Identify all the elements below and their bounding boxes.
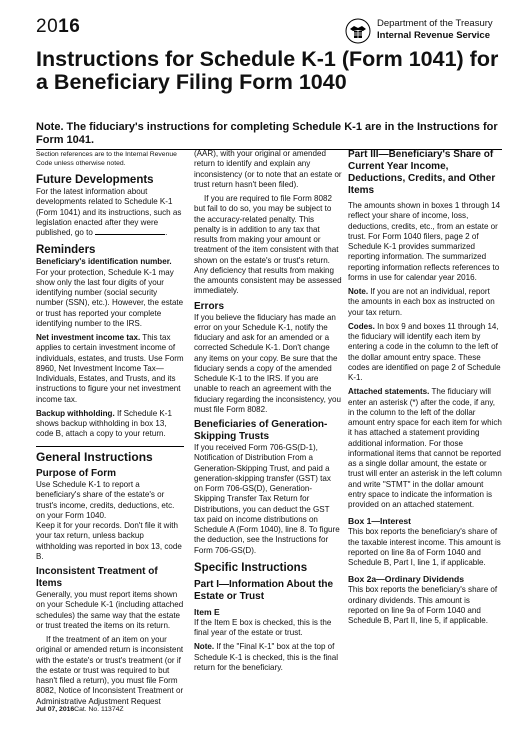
- inconsistent-text-2: If the treatment of an item on your original or amended return is inconsistent with the estate's or trust's treatment (or if the estate or trust was required to but hasn't filed a return), you must file Form 8082, Notice of Inconsistent Treatment or Administrative Adjustment Request: [36, 635, 184, 706]
- attached-statements-paragraph: Attached statements. The fiduciary will enter an asterisk (*) after the code, if any, in the column to the left of the dollar amount entry space for each item for which it has attached a statement providing additional information. For those informational items that cannot be reported as a single dollar amount, the estate or trust will enter an asterisk in the left column and write "STMT" in the dollar amount entry space to indicate the information is provided on an attached statement.: [348, 387, 502, 509]
- agency-block: [345, 18, 505, 44]
- beneficiary-id-paragraph: Beneficiary's identification number. For your protection, Schedule K-1 may show only the last four digits of your identifying number (social security number (SSN), etc.). However, the estate or trust has reported your complete identifying number to the IRS.: [36, 257, 184, 328]
- purpose-text-1: Use Schedule K-1 to report a beneficiary's share of the estate's or trust's income, credits, deductions, etc. on your Form 1040.: [36, 480, 175, 520]
- penalty-text: If you are required to file Form 8082 but fail to do so, you may be subject to the accuracy-related penalty. This penalty is in addition to any tax that results from making your amount or treatment of the item consistent with that shown on the estate's or trust's return. Any deficiency that results from making the amounts consistent may be assessed immediately.: [194, 194, 342, 296]
- general-instructions-heading: General Instructions: [36, 446, 184, 465]
- document-title: Instructions for Schedule K-1 (Form 1041) for a Beneficiary Filing Form 1040: [36, 47, 499, 94]
- agency-line1: Department of the Treasury: [377, 18, 493, 29]
- errors-text: If you believe the fiduciary has made an error on your Schedule K-1, notify the fiduciary and ask for an amended or a corrected Schedule K-1. Don't change any items on your copy. Be sure that the fiduciary sends a copy of the amended Schedule K-1 to the IRS. If you are unable to reach an agreement with the fiduciary regarding the inconsistency, you must file Form 8082.: [194, 312, 342, 414]
- not-individual-note: Note. If you are not an individual, report the amounts in each box as instructed on your tax return.: [348, 287, 495, 317]
- box1-text: This box reports the beneficiary's share of the taxable interest income. This amount is reported on line 8a of Form 1040 and Schedule B, Part I, line 1, if applicable.: [348, 527, 501, 567]
- inconsistent-heading: Inconsistent Treatment of Items: [36, 566, 158, 590]
- year-suffix: 16: [58, 16, 81, 37]
- errors-heading: Errors: [194, 300, 225, 312]
- agency-line2: Internal Revenue Service: [377, 30, 490, 41]
- future-developments-heading: Future Developments: [36, 174, 154, 187]
- codes-paragraph: Codes. In box 9 and boxes 11 through 14, the fiduciary will identify each item by entering a code in the column to the left of the dollar amount entry space. These codes are identified on page 2 of Schedule K-1.: [348, 321, 501, 382]
- column-3: [348, 149, 502, 626]
- page-footer: [36, 706, 124, 713]
- item-e-heading: Item E: [194, 606, 220, 617]
- column-1: [36, 149, 184, 707]
- irs-link[interactable]: [95, 234, 165, 235]
- part3-text: The amounts shown in boxes 1 through 14 reflect your share of income, loss, deductions, credits, etc., from an estate or trust. For Form 1040 filers, page 2 of Schedule K-1 provides summarized reporting information. The summarized reporting information reflects references to forms in use for calendar year 2016.: [348, 201, 501, 282]
- gst-heading: Beneficiaries of Generation-Skipping Trusts: [194, 419, 328, 442]
- final-k1-note: Note. If the "Final K-1" box at the top of Schedule K-1 is checked, this is the final return for the beneficiary.: [194, 642, 339, 672]
- column-2: [194, 149, 342, 673]
- box2a-text: This box reports the beneficiary's share of ordinary dividends. This amount is reported on line 9a of Form 1040 and Schedule B, Part II, line 5, if applicable.: [348, 585, 498, 625]
- footer-cat-no: Cat. No. 11374Z: [74, 706, 124, 713]
- purpose-heading: Purpose of Form: [36, 468, 117, 480]
- inconsistent-text-1: Generally, you must report items shown on your Schedule K-1 (including attached schedules) the same way that the estate or trust treated the items on its return.: [36, 590, 184, 630]
- purpose-text-2: Keep it for your records. Don't file it with your tax return, unless backup withholding was reported in box 13, code B.: [36, 521, 182, 561]
- treasury-eagle-icon: [345, 18, 371, 44]
- specific-instructions-heading: Specific Instructions: [194, 561, 308, 574]
- reminders-heading: Reminders: [36, 244, 96, 257]
- box2a-heading: Box 2a—Ordinary Dividends: [348, 574, 465, 585]
- part3-heading: Part III—Beneficiary's Share of Current Year Income, Deductions, Credits, and Other Items: [348, 149, 496, 196]
- niit-paragraph: Net investment income tax. This tax applies to certain investment income of individuals, estates, and trusts. Use Form 8960, Net Investment Income Tax—Individuals, Estates, and Trusts, and its instructions to figure your net investment income tax.: [36, 333, 184, 404]
- box1-heading: Box 1—Interest: [348, 516, 412, 527]
- gst-text: If you received Form 706-GS(D-1), Notification of Distribution From a Generation-Skipping Trust, and paid a generation-skipping transfer (GST) tax on Form 706-GS(D), Generation-Skipping Transfer Tax Return for Distributions, you can deduct the GST tax paid on income distributions on Schedule A (Form 1040), line 8. To figure the deduction, see the Instructions for Form 706-GS(D).: [194, 443, 340, 555]
- part1-heading: Part I—Information About the Estate or Trust: [194, 578, 334, 602]
- section-references: Section references are to the Internal Revenue Code unless otherwise noted.: [36, 151, 177, 167]
- footer-date: Jul 07, 2016: [36, 706, 75, 713]
- tax-year: [36, 16, 80, 38]
- future-developments-text: For the latest information about developments related to Schedule K-1 (Form 1041) and its instructions, such as legislation enacted after they were published, go to .: [36, 187, 182, 238]
- header-note: Note. The fiduciary's instructions for completing Schedule K-1 are in the Instructions for Form 1041.: [36, 121, 498, 146]
- aar-text: (AAR), with your original or amended return to identify and explain any inconsistency (or to note that an estate or trust return hasn't been filed).: [194, 149, 342, 189]
- year-prefix: 20: [36, 16, 59, 37]
- item-e-text: If the Item E box is checked, this is the final year of the estate or trust.: [194, 617, 332, 637]
- backup-withholding-paragraph: Backup withholding. If Schedule K-1 shows backup withholding in box 13, code B, attach a copy to your return.: [36, 408, 172, 439]
